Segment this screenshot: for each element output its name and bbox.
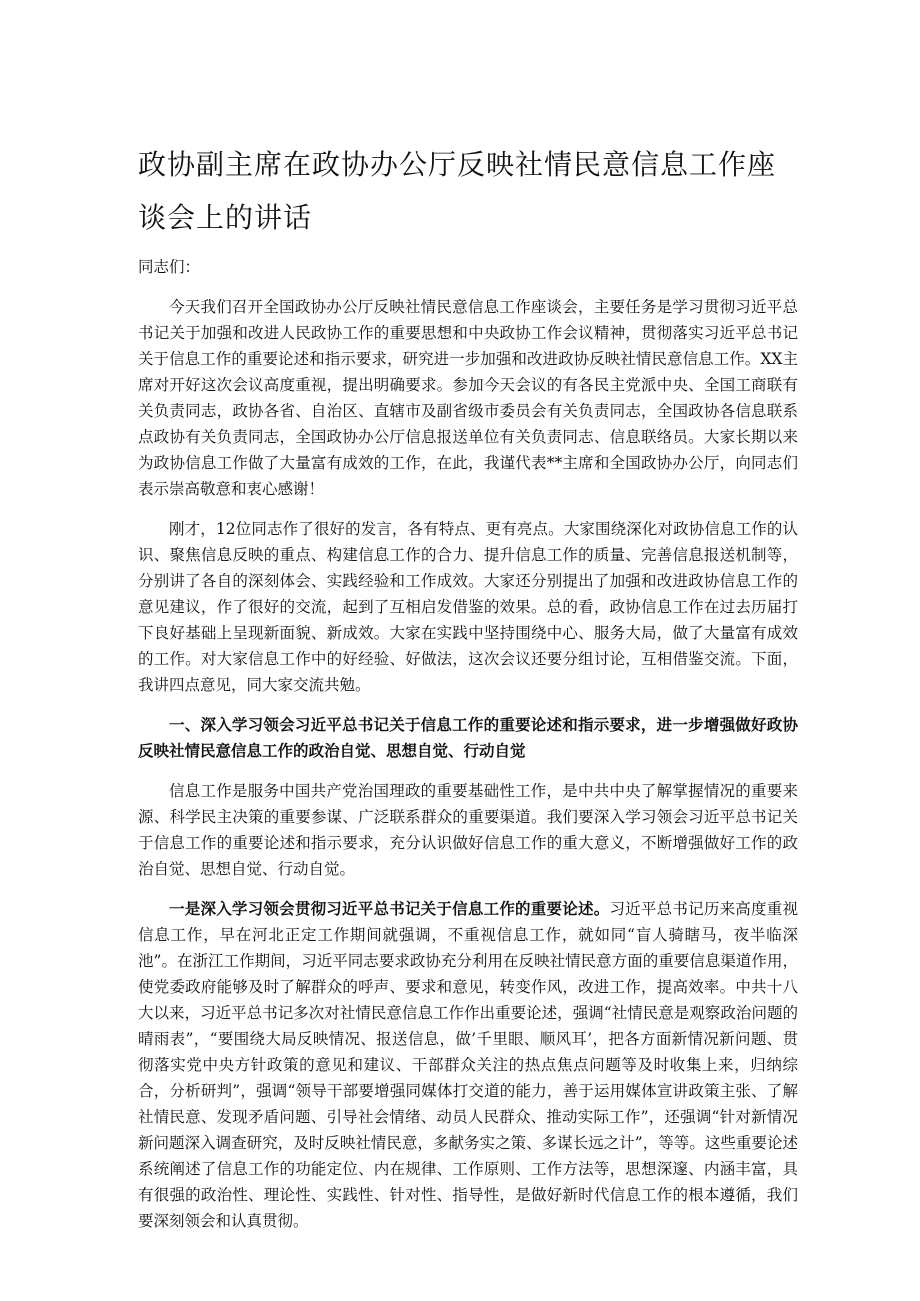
document-title: 政协副主席在政协办公厅反映社情民意信息工作座谈会上的讲话 [138, 148, 777, 234]
paragraph-section-1-intro: 信息工作是服务中国共产党治国理政的重要基础性工作，是中共中央了解掌握情况的重要来源、科学民主决策的重要参谋、广泛联系群众的重要渠道。我们要深入学习领会习近平总书记关于信息工作的重要论述和指示要求，充分认识做好信息工作的重大意义，不断增强做好工作的政治自觉、思想自觉、行动自觉。 [138, 782, 798, 878]
paragraph-lead: 一是深入学习领会贯彻习近平总书记关于信息工作的重要论述。 [169, 899, 610, 918]
document-page [138, 138, 798, 1248]
paragraph-opening: 今天我们召开全国政协办公厅反映社情民意信息工作座谈会，主要任务是学习贯彻习近平总书记关于加强和改进人民政协工作的重要思想和中央政协工作会议精神，贯彻落实习近平总书记关于信息工作的重要论述和指示要求，研究进一步加强和改进政协反映社情民意信息工作。XX主席对开好这次会议高度重视，提出明确要求。参加今天会议的有各民主党派中央、全国工商联有关负责同志，政协各省、自治区、直辖市及副省级市委员会有关负责同志，全国政协各信息联系点政协有关负责同志，全国政协办公厅信息报送单位有关负责同志、信息联络员。大家长期以来为政协信息工作做了大量富有成效的工作，在此，我谨代表**主席和全国政协办公厅，向同志们表示崇高敬意和衷心感谢！ [138, 298, 798, 498]
paragraph-summary: 刚才，12位同志作了很好的发言，各有特点、更有亮点。大家围绕深化对政协信息工作的认识、聚焦信息反映的重点、构建信息工作的合力、提升信息工作的质量、完善信息报送机制等，分别讲了各自的深刻体会、实践经验和工作成效。大家还分别提出了加强和改进政协信息工作的意见建议，作了很好的交流，起到了互相启发借鉴的效果。总的看，政协信息工作在过去历届打下良好基础上呈现新面貌、新成效。大家在实践中坚持围绕中心、服务大局，做了大量富有成效的工作。对大家信息工作中的好经验、好做法，这次会议还要分组讨论，互相借鉴交流。下面，我讲四点意见，同大家交流共勉。 [138, 520, 798, 694]
paragraph-body: 习近平总书记历来高度重视信息工作，早在河北正定工作期间就强调，不重视信息工作，就如同“盲人骑瞎马，夜半临深池”。在浙江工作期间，习近平同志要求政协充分利用在反映社情民意方面的重要信息渠道作用，使党委政府能够及时了解群众的呼声、要求和意见，转变作风，改进工作，提高效率。中共十八大以来，习近平总书记多次对社情民意信息工作作出重要论述，强调“社情民意是观察政治问题的晴雨表”，“要围绕大局反映情况、报送信息，做’千里眼、顺风耳’，把各方面新情况新问题、贯彻落实党中央方针政策的意见和建议、干部群众关注的热点焦点问题等及时收集上来，归纳综合，分析研判”，强调“领导干部要增强同媒体打交道的能力，善于运用媒体宣讲政策主张、了解社情民意、发现矛盾问题、引导社会情绪、动员人民群众、推动实际工作”，还强调“针对新情况新问题深入调查研究，及时反映社情民意，多献务实之策、多谋长远之计”，等等。这些重要论述系统阐述了信息工作的功能定位、内在规律、工作原则、工作方法等，思想深邃、内涵丰富，具有很强的政治性、理论性、实践性、针对性、指导性，是做好新时代信息工作的根本遵循，我们要深刻领会和认真贯彻。 [138, 900, 798, 1230]
section-heading-1: 一、深入学习领会习近平总书记关于信息工作的重要论述和指示要求，进一步增强做好政协反映社情民意信息工作的政治自觉、思想自觉、行动自觉 [138, 715, 798, 760]
salutation: 同志们： [138, 258, 201, 276]
paragraph-section-1-point-1 [138, 896, 798, 1234]
